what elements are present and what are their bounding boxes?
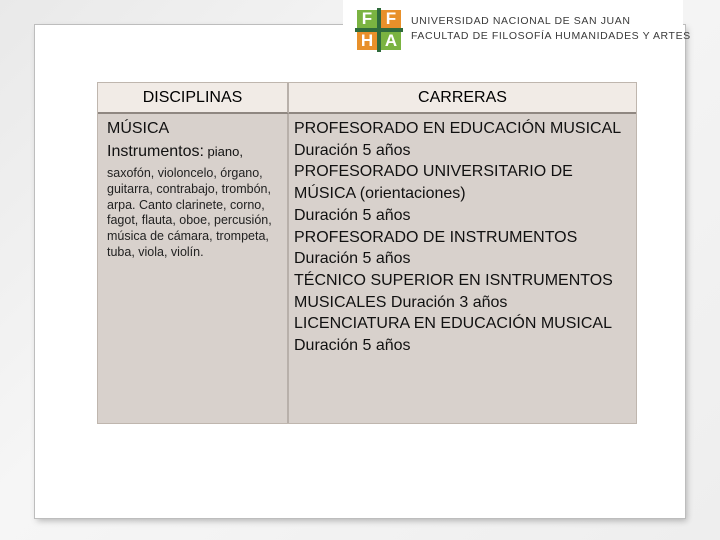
logo-letter-f2: F [381,10,401,28]
logo-letter-h: H [357,32,377,50]
carrera-line: Duración 5 años [294,250,411,268]
discipline-title: MÚSICA [107,120,170,137]
university-logo-header [343,0,691,60]
instrumentos-label: Instrumentos: [107,143,204,160]
carrera-line: PROFESORADO UNIVERSITARIO DE MÚSICA (orientaciones) [294,163,573,203]
carrera-line: PROFESORADO EN EDUCACIÓN MUSICAL [294,120,622,137]
logo-text [411,14,691,44]
column-header-carreras: CARRERAS [289,83,636,114]
university-name: UNIVERSIDAD NACIONAL DE SAN JUAN [411,15,631,27]
column-header-disciplinas: DISCIPLINAS [98,83,289,114]
faculty-name: FACULTAD DE FILOSOFÍA HUMANIDADES Y ARTES [411,30,691,42]
carreras-cell [289,114,636,423]
carrera-line: Duración 5 años [294,337,411,355]
instrumentos-list: saxofón, violoncelo, órgano, guitarra, contrabajo, trombón, arpa. Canto clarinete, corno, fagot, flauta, oboe, percusión, música de cámara, trompeta, tuba, viola, violín. [107,166,272,259]
carrera-line: Duración 5 años [294,141,411,159]
logo-letter-a: A [381,32,401,50]
carrera-line: TÉCNICO SUPERIOR EN ISNTRUMENTOS MUSICALES Duración 3 años [294,271,613,311]
instrumentos-line [107,141,243,163]
carrera-line: LICENCIATURA EN EDUCACIÓN MUSICAL [294,315,612,333]
carrera-line: Duración 5 años [294,206,411,224]
carreras-list [294,118,632,357]
logo-letter-f1: F [357,10,377,28]
instrumentos-first: piano, [203,144,243,159]
disciplinas-carreras-table [97,82,637,424]
disciplinas-cell [98,114,289,423]
ffha-logo [357,10,401,50]
carrera-line: PROFESORADO DE INSTRUMENTOS [294,228,578,246]
